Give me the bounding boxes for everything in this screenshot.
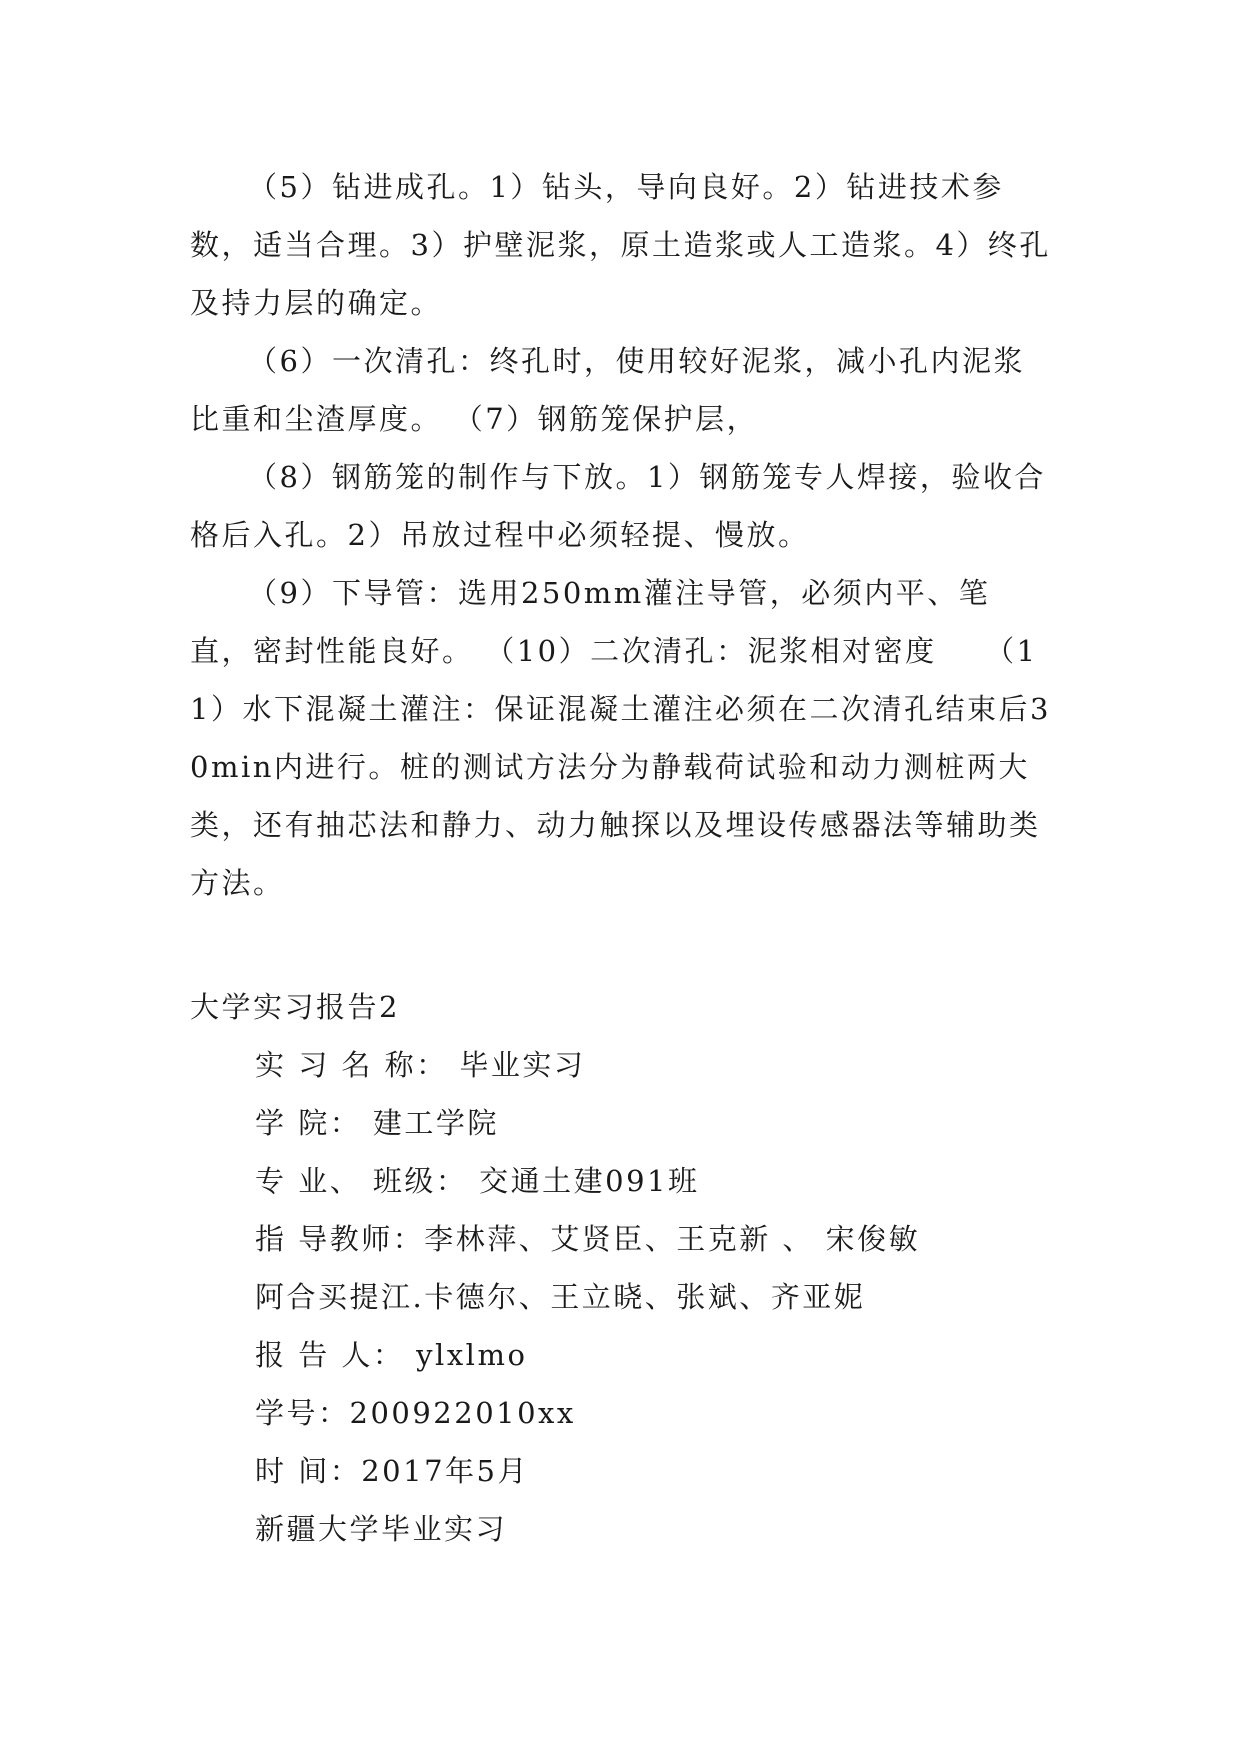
info-student-id: 学号：200922010xx <box>255 1396 576 1430</box>
info-university: 新疆大学毕业实习 <box>255 1512 508 1546</box>
info-major-class: 专 业、 班级： 交通土建091班 <box>255 1164 700 1198</box>
paragraph-first-cleaning: （6）一次清孔：终孔时，使用较好泥浆，减小孔内泥浆比重和尘渣厚度。 （7）钢筋笼保护层， <box>190 344 1025 436</box>
info-internship-name: 实 习 名 称： 毕业实习 <box>255 1048 586 1082</box>
construction-process-text <box>190 158 1052 912</box>
paragraph-drilling: （5）钻进成孔。1）钻头，导向良好。2）钻进技术参数，适当合理。3）护壁泥浆，原土造浆或人工造浆。4）终孔及持力层的确定。 <box>190 170 1051 320</box>
report-title: 大学实习报告2 <box>190 990 400 1024</box>
paragraph-conduit-concrete: （9）下导管：选用250mm灌注导管，必须内平、笔直，密封性能良好。 （10）二次清孔：泥浆相对密度 （11）水下混凝土灌注：保证混凝土灌注必须在二次清孔结束后30min内进行。桩的测试方法分为静载荷试验和动力测桩两大类，还有抽芯法和静力、动力触探以及埋设传感器法等辅助类方法。 <box>190 576 1051 900</box>
info-advisors-continued: 阿合买提江.卡德尔、王立晓、张斌、齐亚妮 <box>255 1280 866 1314</box>
info-reporter: 报 告 人： ylxlmo <box>255 1338 528 1372</box>
paragraph-rebar-cage: （8）钢筋笼的制作与下放。1）钢筋笼专人焊接，验收合格后入孔。2）吊放过程中必须轻提、慢放。 <box>190 460 1046 552</box>
info-advisors: 指 导教师：李林萍、艾贤臣、王克新 、 宋俊敏 <box>255 1222 921 1256</box>
report-info-block <box>255 1036 920 1558</box>
info-time: 时 间：2017年5月 <box>255 1454 529 1488</box>
info-college: 学 院： 建工学院 <box>255 1106 499 1140</box>
